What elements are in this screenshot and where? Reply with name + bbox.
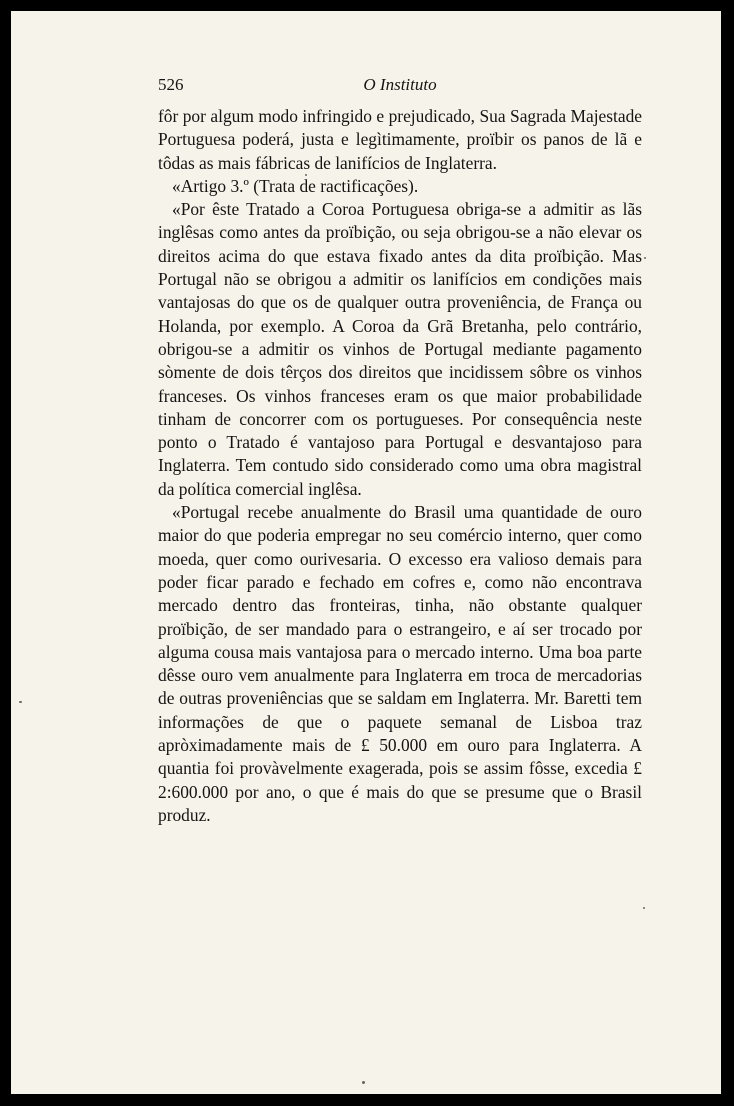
page-header <box>158 75 642 99</box>
paragraph-2: «Artigo 3.º (Trata de ractificações). <box>172 175 419 196</box>
paper-speck <box>362 1081 365 1084</box>
body-text <box>158 105 642 827</box>
book-page <box>11 11 721 1094</box>
paper-speck <box>19 701 22 703</box>
paper-speck <box>305 174 307 176</box>
paragraph-3: «Por êste Tratado a Coroa Portuguesa obriga-se a admitir as lãs inglêsas como antes da proïbição, ou seja obrigou-se a não elevar os direitos acima do que estava fixado antes da dita proïbição. Mas Portugal não se obrigou a admitir os lanifícios em condições mais vantajosas do que os de qualquer outra proveniência, de França ou Holanda, por exemplo. A Coroa da Grã Bretanha, pelo contrário, obrigou-se a admitir os vinhos de Portugal mediante pagamento sòmente de dois têrços dos direitos que incidissem sôbre os vinhos franceses. Os vinhos franceses eram os que maior probabilidade tinham de concorrer com os portugueses. Por consequência neste ponto o Tratado é vantajoso para Portugal e desvantajoso para Inglaterra. Tem contudo sido considerado como uma obra magistral da política comercial inglêsa. <box>158 199 642 499</box>
running-title: O Instituto <box>363 75 437 94</box>
paper-speck <box>644 257 646 259</box>
paper-speck <box>643 907 645 909</box>
paragraph-1: fôr por algum modo infringido e prejudicado, Sua Sagrada Majestade Portuguesa poderá, justa e legìtimamente, proïbir os panos de lã e tôdas as mais fábricas de lanifícios de Inglaterra. <box>158 106 642 173</box>
page-number: 526 <box>158 75 184 94</box>
paragraph-4: «Portugal recebe anualmente do Brasil uma quantidade de ouro maior do que poderia empregar no seu comércio interno, quer como moeda, quer como ourivesaria. O excesso era valioso demais para poder ficar parado e fechado em cofres e, como não encontrava mercado dentro das fronteiras, tinha, não obstante qualquer proïbição, de ser mandado para o estrangeiro, e aí ser trocado por alguma cousa mais vantajosa para o mercado interno. Uma boa parte dêsse ouro vem anualmente para Inglaterra em troca de mercadorias de outras proveniências que se saldam em Inglaterra. Mr. Baretti tem informações de que o paquete semanal de Lisboa traz apròximadamente mais de £ 50.000 em ouro para Inglaterra. A quantia foi provàvelmente exagerada, pois se assim fôsse, excedia £ 2:600.000 por ano, o que é mais do que se presume que o Brasil produz. <box>158 502 642 825</box>
